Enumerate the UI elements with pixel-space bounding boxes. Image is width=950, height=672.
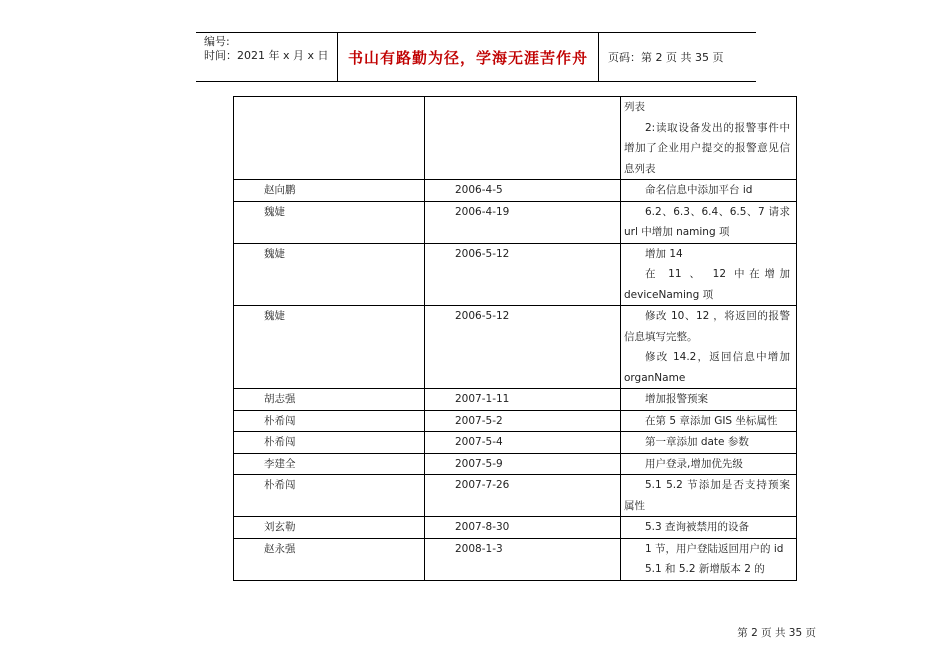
author-cell: 胡志强 [234, 389, 425, 411]
date-cell: 2006-5-12 [425, 306, 621, 389]
date-cell: 2007-8-30 [425, 517, 621, 539]
description-cell [621, 201, 797, 243]
date-cell: 2007-5-9 [425, 453, 621, 475]
header-page-code: 页码：第 2 页 共 35 页 [608, 51, 724, 64]
table-row [234, 306, 797, 389]
description-paragraph: 1 节，用户登陆返回用户的 id [645, 542, 784, 555]
description-cell [621, 475, 797, 517]
date-cell: 2006-4-19 [425, 201, 621, 243]
description-cell [621, 180, 797, 202]
date-cell [425, 97, 621, 180]
author-cell: 魏婕 [234, 306, 425, 389]
date-cell: 2007-1-11 [425, 389, 621, 411]
description-paragraph: 列表 [624, 101, 645, 113]
table-row [234, 517, 797, 539]
description-paragraph: 2:读取设备发出的报警事件中增加了企业用户提交的报警意见信息列表 [624, 121, 790, 175]
author-cell: 朴希闯 [234, 410, 425, 432]
description-paragraph: 6.2、6.3、6.4、6.5、7 请求 url 中增加 naming 项 [624, 205, 790, 238]
description-cell [621, 243, 797, 306]
description-paragraph: 在第 5 章添加 GIS 坐标属性 [645, 414, 778, 427]
author-cell: 李建全 [234, 453, 425, 475]
description-paragraph: 5.1 5.2 节添加是否支持预案属性 [624, 479, 790, 512]
table-row [234, 475, 797, 517]
date-cell: 2007-5-2 [425, 410, 621, 432]
description-paragraph: 增加报警预案 [645, 393, 708, 405]
description-paragraph: 5.1 和 5.2 新增版本 2 的 [645, 563, 765, 575]
description-cell [621, 389, 797, 411]
header-meta [196, 33, 338, 81]
description-cell [621, 538, 797, 580]
description-cell [621, 410, 797, 432]
author-cell: 刘玄勒 [234, 517, 425, 539]
description-paragraph: 修改 14.2，返回信息中增加 organName [624, 351, 790, 384]
description-paragraph: 第一章添加 date 参数 [645, 436, 749, 448]
table-row [234, 432, 797, 454]
revision-history-table [233, 96, 797, 581]
date-cell: 2008-1-3 [425, 538, 621, 580]
document-time-label: 时间：2021 年 x 月 x 日 [204, 49, 329, 62]
description-cell [621, 97, 797, 180]
description-paragraph: 命名信息中添加平台 id [645, 184, 753, 196]
page-header [196, 32, 756, 82]
table-row [234, 538, 797, 580]
description-cell [621, 517, 797, 539]
document-number-label: 编号: [204, 35, 230, 48]
author-cell: 赵向鹏 [234, 180, 425, 202]
date-cell: 2006-5-12 [425, 243, 621, 306]
description-cell [621, 453, 797, 475]
author-cell [234, 97, 425, 180]
author-cell: 魏婕 [234, 243, 425, 306]
description-paragraph: 在 11 、 12 中在增加 deviceNaming 项 [624, 268, 790, 301]
description-paragraph: 5.3 查询被禁用的设备 [645, 521, 750, 533]
date-cell: 2007-7-26 [425, 475, 621, 517]
description-paragraph: 修改 10、12 ，将返回的报警信息填写完整。 [624, 310, 790, 343]
author-cell: 魏婕 [234, 201, 425, 243]
table-row [234, 201, 797, 243]
author-cell: 赵永强 [234, 538, 425, 580]
description-paragraph: 增加 14 [645, 247, 683, 260]
table-row [234, 410, 797, 432]
date-cell: 2007-5-4 [425, 432, 621, 454]
author-cell: 朴希闯 [234, 432, 425, 454]
author-cell: 朴希闯 [234, 475, 425, 517]
table-row [234, 389, 797, 411]
date-cell: 2006-4-5 [425, 180, 621, 202]
table-row [234, 180, 797, 202]
header-motto: 书山有路勤为径，学海无涯苦作舟 [338, 33, 599, 81]
table-row [234, 453, 797, 475]
table-row [234, 243, 797, 306]
page-footer: 第 2 页 共 35 页 [737, 627, 816, 639]
description-paragraph: 用户登录,增加优先级 [645, 457, 743, 470]
table-row [234, 97, 797, 180]
description-cell [621, 306, 797, 389]
description-cell [621, 432, 797, 454]
